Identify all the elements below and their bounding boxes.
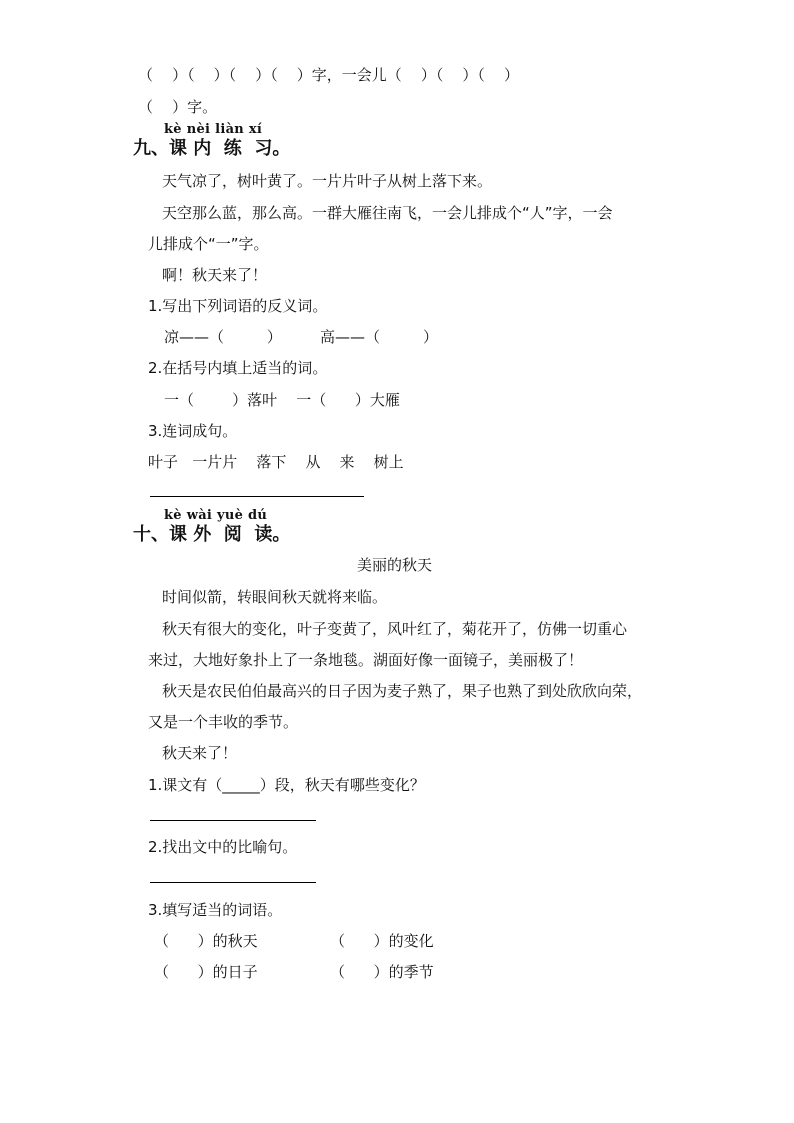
section10-pinyin: kè wài yuè dú — [164, 508, 268, 523]
s10-answer-line-2 — [150, 882, 316, 883]
s9-question-3: 3.连词成句。 — [148, 422, 238, 440]
s10-paragraph-3b: 又是一个丰收的季节。 — [148, 713, 299, 731]
s9-question-2: 2.在括号内填上适当的词。 — [148, 359, 328, 377]
s10-paragraph-2b: 来过，大地好象扑上了一条地毯。湖面好像一面镜子，美丽极了！ — [148, 651, 584, 669]
blank-line-2: （ ）字。 — [138, 98, 218, 116]
s9-paragraph-1: 天气凉了，树叶黄了。一片片叶子从树上落下来。 — [162, 172, 493, 190]
story-title: 美丽的秋天 — [357, 556, 433, 574]
section9-heading: 九、课 内 练 习。 — [133, 138, 291, 159]
s10-answer-line-1 — [150, 820, 316, 821]
s9-paragraph-2a: 天空那么蓝，那么高。一群大雁往南飞，一会儿排成个“人”字，一会 — [162, 204, 613, 222]
s9-question-3-words: 叶子 一片片 落下 从 来 树上 — [148, 453, 404, 471]
s10-paragraph-3a: 秋天是农民伯伯最高兴的日子因为麦子熟了，果子也熟了到处欣欣向荣， — [162, 682, 643, 700]
s10-question-2: 2.找出文中的比喻句。 — [148, 838, 298, 856]
s10-question-1: 1.课文有（_____）段，秋天有哪些变化？ — [148, 776, 425, 794]
s9-question-1: 1.写出下列词语的反义词。 — [148, 297, 328, 315]
s9-paragraph-3: 啊！秋天来了！ — [162, 266, 268, 284]
s10-fill-1b: （ ）的变化 — [330, 932, 434, 950]
s9-paragraph-2b: 儿排成个“一”字。 — [148, 235, 269, 253]
s9-question-2-items: 一（ ）落叶 一（ ）大雁 — [164, 391, 400, 409]
section10-heading: 十、课 外 阅 读。 — [133, 524, 291, 545]
s10-paragraph-4: 秋天来了！ — [162, 744, 238, 762]
s9-question-1-items: 凉——（ ） 高——（ ） — [164, 328, 438, 346]
s10-fill-1a: （ ）的秋天 — [154, 932, 258, 950]
s9-answer-line — [150, 496, 364, 497]
s10-paragraph-1: 时间似箭，转眼间秋天就将来临。 — [162, 588, 388, 606]
s10-fill-2b: （ ）的季节 — [330, 963, 434, 981]
s10-fill-2a: （ ）的日子 — [154, 963, 258, 981]
section9-pinyin: kè nèi liàn xí — [164, 122, 263, 137]
s10-paragraph-2a: 秋天有很大的变化，叶子变黄了，风叶红了，菊花开了，仿佛一切重心 — [162, 620, 628, 638]
blank-line-1: （ ）（ ）（ ）（ ）字，一会儿（ ）（ ）（ ） — [138, 66, 520, 84]
s10-question-3: 3.填写适当的词语。 — [148, 901, 283, 919]
